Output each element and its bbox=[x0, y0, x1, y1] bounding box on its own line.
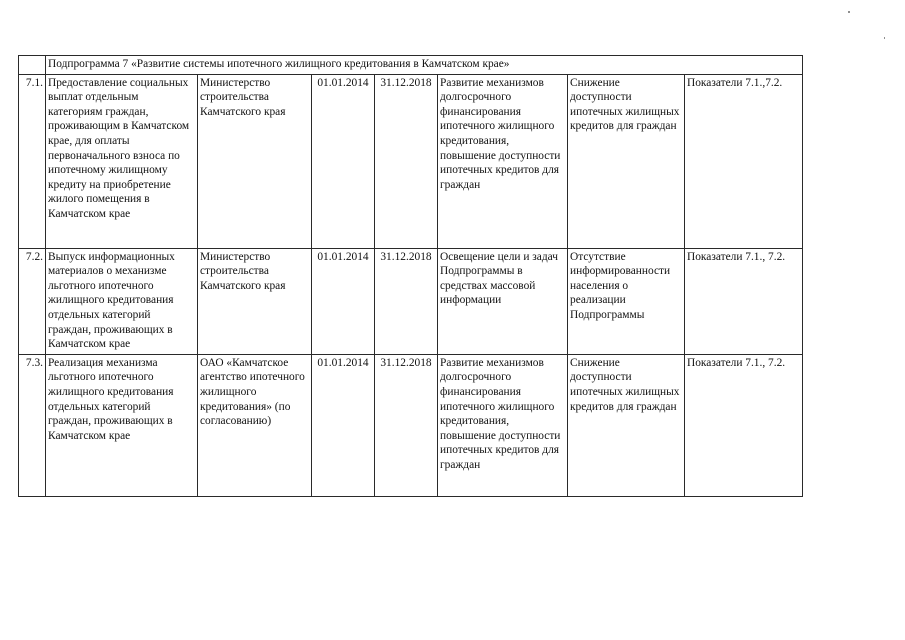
row-number: 7.3. bbox=[19, 354, 46, 496]
consequence-cell: Снижение доступности ипотечных жилищных кредитов для граждан bbox=[568, 354, 685, 496]
indicators-cell: Показатели 7.1., 7.2. bbox=[685, 354, 803, 496]
consequence-cell: Отсутствие информированности населения о реализации Подпрограммы bbox=[568, 248, 685, 354]
end-date-cell: 31.12.2018 bbox=[375, 354, 438, 496]
executor-cell: ОАО «Камчатское агентство ипотечного жилищного кредитования» (по согласованию) bbox=[198, 354, 312, 496]
table-row bbox=[19, 74, 803, 248]
end-date-cell: 31.12.2018 bbox=[375, 74, 438, 248]
end-date-cell: 31.12.2018 bbox=[375, 248, 438, 354]
result-cell: Освещение цели и задач Подпрограммы в средствах массовой информации bbox=[438, 248, 568, 354]
document-page bbox=[18, 55, 802, 497]
header-empty-cell bbox=[19, 56, 46, 75]
indicators-cell: Показатели 7.1., 7.2. bbox=[685, 248, 803, 354]
executor-cell: Министерство строительства Камчатского края bbox=[198, 248, 312, 354]
row-number: 7.1. bbox=[19, 74, 46, 248]
measure-cell: Выпуск информационных материалов о механизме льготного ипотечного жилищного кредитования отдельных категорий граждан, проживающих в Камчатском крае bbox=[46, 248, 198, 354]
table-row bbox=[19, 248, 803, 354]
measures-table bbox=[18, 55, 803, 497]
result-cell: Развитие механизмов долгосрочного финансирования ипотечного жилищного кредитования, повышение доступности ипотечных кредитов для граждан bbox=[438, 74, 568, 248]
measure-cell: Реализация механизма льготного ипотечного жилищного кредитования отдельных категорий граждан, проживающих в Камчатском крае bbox=[46, 354, 198, 496]
start-date-cell: 01.01.2014 bbox=[312, 74, 375, 248]
measure-cell: Предоставление социальных выплат отдельным категориям граждан, проживающим в Камчатском крае, для оплаты первоначального взноса по ипотечному жилищному кредиту на приобретение жилого помещения в Камчатском крае bbox=[46, 74, 198, 248]
table-row bbox=[19, 354, 803, 496]
consequence-cell: Снижение доступности ипотечных жилищных кредитов для граждан bbox=[568, 74, 685, 248]
scan-speck bbox=[848, 11, 850, 13]
result-cell: Развитие механизмов долгосрочного финансирования ипотечного жилищного кредитования, повышение доступности ипотечных кредитов для граждан bbox=[438, 354, 568, 496]
subprogram-header-row bbox=[19, 56, 803, 75]
indicators-cell: Показатели 7.1.,7.2. bbox=[685, 74, 803, 248]
subprogram-title: Подпрограмма 7 «Развитие системы ипотечного жилищного кредитования в Камчатском крае» bbox=[46, 56, 803, 75]
row-number: 7.2. bbox=[19, 248, 46, 354]
executor-cell: Министерство строительства Камчатского края bbox=[198, 74, 312, 248]
start-date-cell: 01.01.2014 bbox=[312, 354, 375, 496]
start-date-cell: 01.01.2014 bbox=[312, 248, 375, 354]
scan-speck bbox=[884, 37, 885, 39]
